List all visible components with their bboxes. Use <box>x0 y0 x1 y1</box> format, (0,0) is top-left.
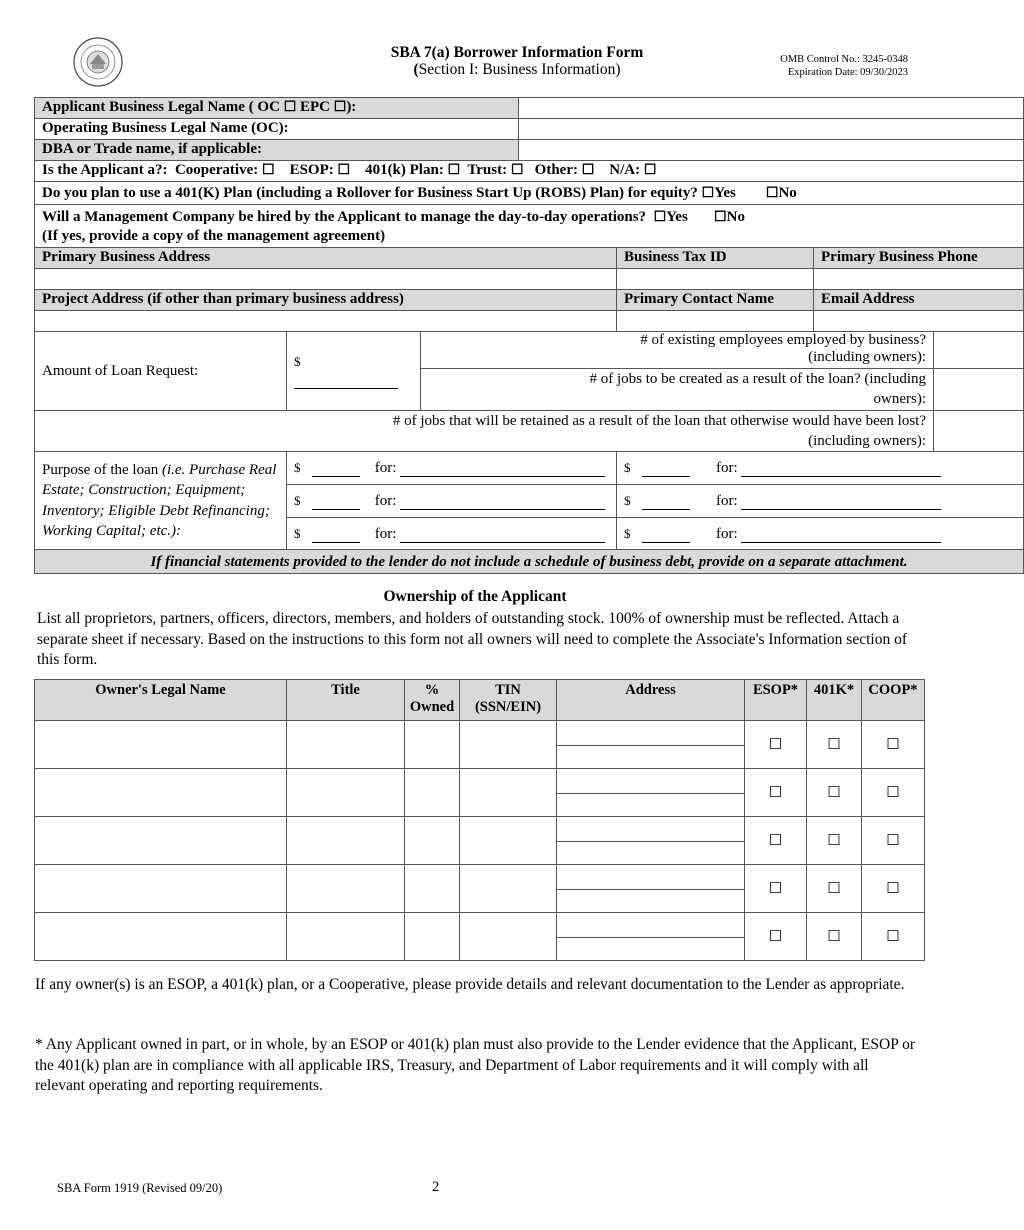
primary-phone-input[interactable] <box>814 269 1024 290</box>
mgmt-question-row: Will a Management Company be hired by the Applicant to manage the day-to-day operations? ☐Yes ☐No (If yes, provide a copy of the management agreement) <box>35 205 1024 248</box>
col-coop: COOP* <box>862 680 925 721</box>
owner-esop-checkbox[interactable]: ☐ <box>768 881 783 897</box>
compliance-note: * Any Applicant owned in part, or in whole, by an ESOP or 401(k) plan must also provide to the Lender evidence that the Applicant, ESOP or the 401(k) plan are in compliance with all applicable IRS, Treasury, and Department of Labor requirements and it will comply with all relevant operating and reporting requirements. <box>35 1036 916 1094</box>
form-number: SBA Form 1919 (Revised 09/20) <box>57 1181 223 1195</box>
owner-row <box>35 865 925 913</box>
operating-legal-name-input[interactable] <box>519 119 1024 140</box>
email-header: Email Address <box>814 290 1024 311</box>
na-checkbox[interactable]: ☐ <box>643 163 657 178</box>
owner-title-input[interactable] <box>287 865 405 913</box>
owner-row <box>35 721 925 769</box>
col-401k: 401K* <box>807 680 862 721</box>
operating-legal-name-label: Operating Business Legal Name (OC): <box>35 119 519 140</box>
owner-coop-checkbox[interactable]: ☐ <box>886 929 900 945</box>
owner-title-input[interactable] <box>287 721 405 769</box>
401k-checkbox[interactable]: ☐ <box>447 163 461 178</box>
owner-esop-checkbox[interactable]: ☐ <box>768 929 783 945</box>
purpose-2-field[interactable]: $ for: <box>617 452 1024 485</box>
loan-amount-label: Amount of Loan Request: <box>35 332 287 411</box>
esop-checkbox[interactable]: ☐ <box>337 163 351 178</box>
owner-401k-checkbox[interactable]: ☐ <box>827 881 841 897</box>
robs-no-checkbox[interactable]: ☐ <box>765 185 779 201</box>
owner-name-input[interactable] <box>35 913 287 961</box>
owner-address-input[interactable] <box>557 913 745 961</box>
page-number: 2 <box>432 1179 440 1195</box>
debt-schedule-note: If financial statements provided to the lender do not include a schedule of business debt, provide on a separate attachment. <box>35 550 1024 574</box>
col-title: Title <box>287 680 405 721</box>
tax-id-input[interactable] <box>617 269 814 290</box>
col-address: Address <box>557 680 745 721</box>
omb-control-number: OMB Control No.: 3245-0348 <box>780 54 908 65</box>
applicant-type-row: Is the Applicant a?: Cooperative: ☐ ESOP: ☐ 401(k) Plan: ☐ Trust: ☐ Other: ☐ N/A: ☐ <box>35 161 1024 182</box>
col-owner-name: Owner's Legal Name <box>35 680 287 721</box>
business-info-table <box>34 97 1024 574</box>
owner-percent-input[interactable] <box>405 769 460 817</box>
omb-info <box>780 53 908 79</box>
form-title-block <box>317 44 717 78</box>
purpose-3-field[interactable]: $ for: <box>287 485 617 518</box>
owner-tin-input[interactable] <box>460 817 557 865</box>
purpose-1-field[interactable]: $ for: <box>287 452 617 485</box>
col-tin: TIN (SSN/EIN) <box>460 680 557 721</box>
mgmt-no-checkbox[interactable]: ☐ <box>714 210 727 225</box>
purpose-5-field[interactable]: $ for: <box>287 518 617 550</box>
mgmt-note: (If yes, provide a copy of the management agreement) <box>42 228 386 244</box>
epc-checkbox[interactable]: ☐ <box>333 100 347 115</box>
owner-coop-checkbox[interactable]: ☐ <box>886 833 900 849</box>
project-address-header: Project Address (if other than primary business address) <box>35 290 617 311</box>
applicant-legal-name-label: Applicant Business Legal Name ( OC ☐ EPC ☐): <box>35 98 519 119</box>
mgmt-yes-checkbox[interactable]: ☐ <box>653 210 667 225</box>
owner-name-input[interactable] <box>35 865 287 913</box>
owner-coop-checkbox[interactable]: ☐ <box>886 737 900 753</box>
existing-employees-input[interactable] <box>934 332 1024 369</box>
contact-name-input[interactable] <box>617 311 814 332</box>
owner-address-input[interactable] <box>557 865 745 913</box>
esop-note: If any owner(s) is an ESOP, a 401(k) plan, or a Cooperative, please provide details and relevant documentation to the Lender as appropriate. <box>35 976 905 993</box>
primary-address-header: Primary Business Address <box>35 248 617 269</box>
project-address-input[interactable] <box>35 311 617 332</box>
primary-address-input[interactable] <box>35 269 617 290</box>
owner-coop-checkbox[interactable]: ☐ <box>886 785 900 801</box>
tax-id-header: Business Tax ID <box>617 248 814 269</box>
owner-address-input[interactable] <box>557 769 745 817</box>
owner-401k-checkbox[interactable]: ☐ <box>827 737 841 753</box>
owner-row <box>35 817 925 865</box>
jobs-retained-label: # of jobs that will be retained as a result of the loan that otherwise would have been lost? (including owners): <box>35 411 934 452</box>
email-input[interactable] <box>814 311 1024 332</box>
owner-esop-checkbox[interactable]: ☐ <box>768 785 783 801</box>
owner-esop-checkbox[interactable]: ☐ <box>768 737 783 753</box>
robs-question-row: Do you plan to use a 401(K) Plan (including a Rollover for Business Start Up (ROBS) Plan) for equity? ☐Yes ☐No <box>35 182 1024 205</box>
col-percent-owned: % Owned <box>405 680 460 721</box>
owner-tin-input[interactable] <box>460 769 557 817</box>
owner-percent-input[interactable] <box>405 913 460 961</box>
ownership-instructions: List all proprietors, partners, officers, directors, members, and holders of outstanding stock. 100% of ownership must be reflected. Attach a separate sheet if necessary. Based on the instructions to this form not all owners will need to complete the Associate's Information section of this form. <box>37 610 907 668</box>
form-title: SBA 7(a) Borrower Information Form <box>390 44 644 61</box>
owner-title-input[interactable] <box>287 769 405 817</box>
owners-table <box>34 679 925 961</box>
contact-name-header: Primary Contact Name <box>617 290 814 311</box>
oc-checkbox[interactable]: ☐ <box>283 100 297 115</box>
owner-row <box>35 913 925 961</box>
owner-title-input[interactable] <box>287 913 405 961</box>
purpose-4-field[interactable]: $ for: <box>617 485 1024 518</box>
dba-input[interactable] <box>519 140 1024 161</box>
trust-checkbox[interactable]: ☐ <box>510 163 524 178</box>
owner-401k-checkbox[interactable]: ☐ <box>827 785 841 801</box>
owner-title-input[interactable] <box>287 817 405 865</box>
owner-esop-checkbox[interactable]: ☐ <box>768 833 783 849</box>
expiration-date: Expiration Date: 09/30/2023 <box>787 67 908 78</box>
jobs-created-label: # of jobs to be created as a result of the loan? (including owners): <box>421 369 934 411</box>
jobs-retained-input[interactable] <box>934 411 1024 452</box>
applicant-legal-name-input[interactable] <box>519 98 1024 119</box>
owner-row <box>35 769 925 817</box>
owner-percent-input[interactable] <box>405 817 460 865</box>
robs-yes-checkbox[interactable]: ☐ <box>701 185 715 201</box>
loan-purpose-label: Purpose of the loan (i.e. Purchase Real Estate; Construction; Equipment; Inventory; Eligible Debt Refinancing; Working Capital; etc.): <box>35 452 287 550</box>
form-subtitle: (Section I: Business Information) <box>413 61 621 78</box>
owner-tin-input[interactable] <box>460 865 557 913</box>
ownership-heading: Ownership of the Applicant <box>383 588 567 605</box>
existing-employees-label: # of existing employees employed by business? (including owners): <box>421 332 934 369</box>
purpose-6-field[interactable]: $ for: <box>617 518 1024 550</box>
jobs-created-input[interactable] <box>934 369 1024 411</box>
sba-seal-logo <box>72 36 124 88</box>
other-checkbox[interactable]: ☐ <box>581 163 595 178</box>
cooperative-checkbox[interactable]: ☐ <box>262 163 275 178</box>
owner-401k-checkbox[interactable]: ☐ <box>827 929 841 945</box>
owner-name-input[interactable] <box>35 817 287 865</box>
primary-phone-header: Primary Business Phone <box>814 248 1024 269</box>
loan-amount-field[interactable]: $ <box>287 332 421 411</box>
owner-percent-input[interactable] <box>405 865 460 913</box>
owner-address-input[interactable] <box>557 721 745 769</box>
owner-name-input[interactable] <box>35 769 287 817</box>
owner-percent-input[interactable] <box>405 721 460 769</box>
owner-name-input[interactable] <box>35 721 287 769</box>
owner-coop-checkbox[interactable]: ☐ <box>886 881 900 897</box>
col-esop: ESOP* <box>745 680 807 721</box>
owner-address-input[interactable] <box>557 817 745 865</box>
owner-tin-input[interactable] <box>460 721 557 769</box>
dba-label: DBA or Trade name, if applicable: <box>35 140 519 161</box>
owner-401k-checkbox[interactable]: ☐ <box>827 833 841 849</box>
owner-tin-input[interactable] <box>460 913 557 961</box>
